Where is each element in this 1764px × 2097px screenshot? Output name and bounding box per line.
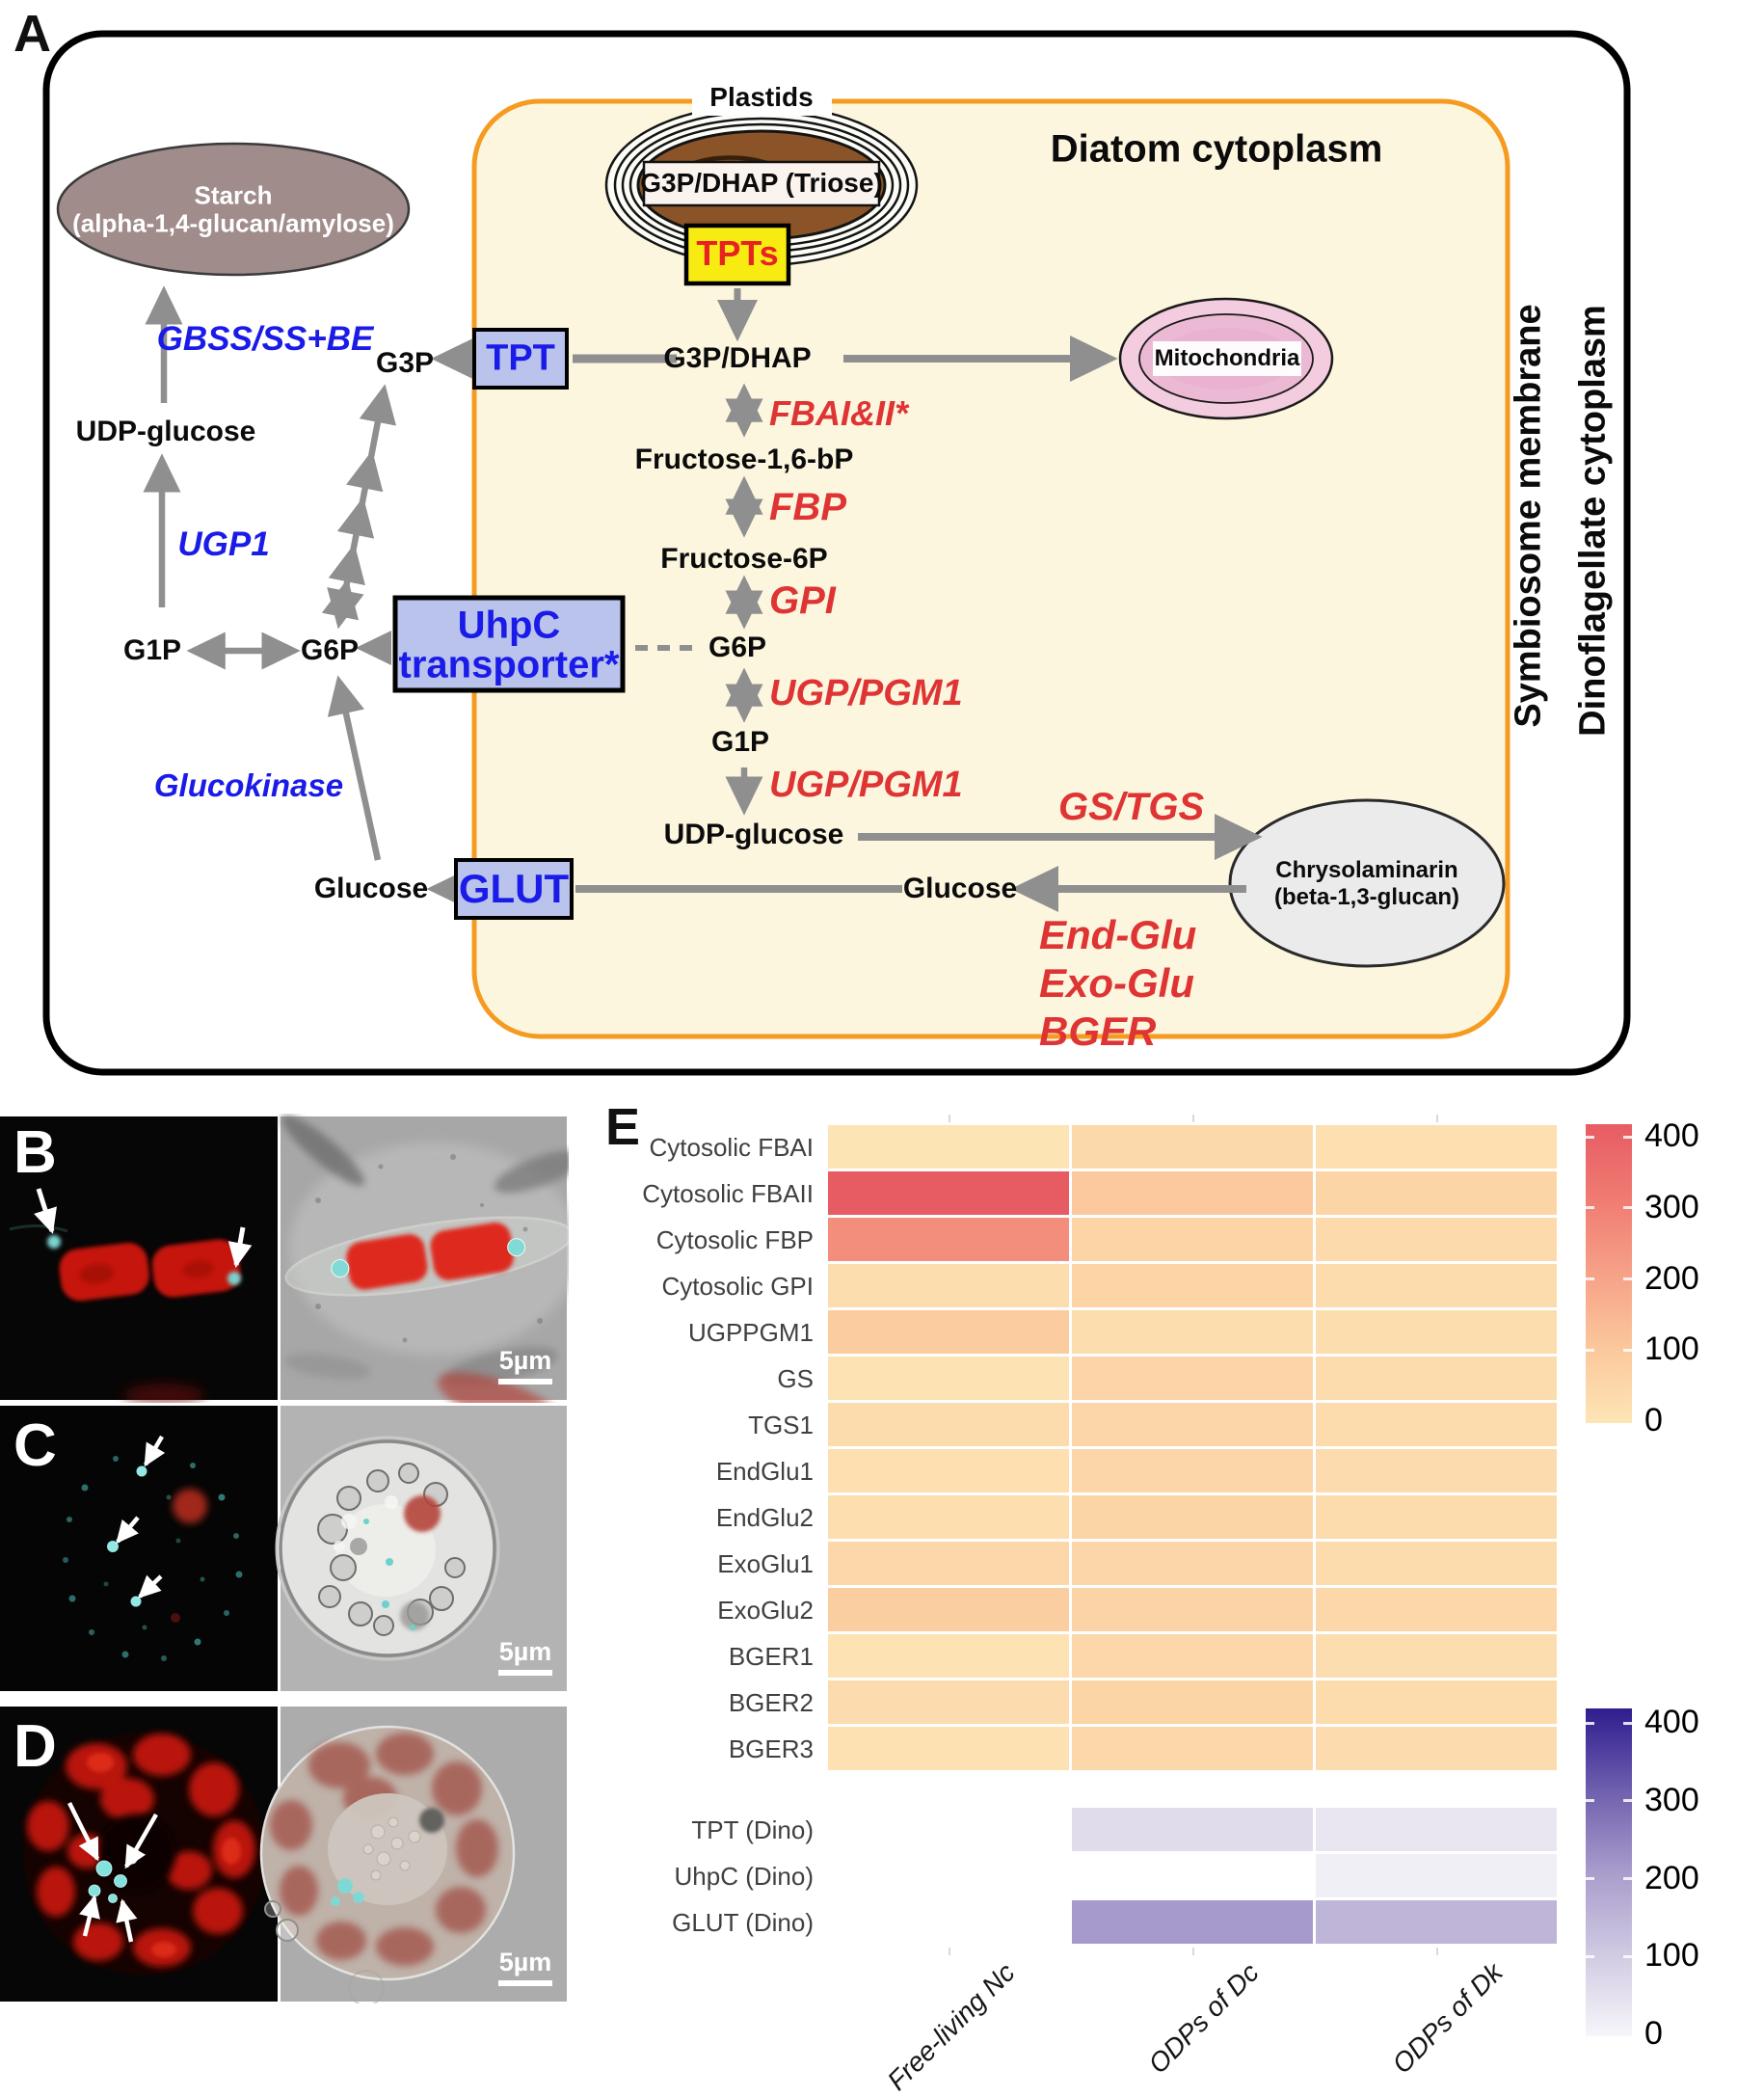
- g3p-dhap-label: G3P/DHAP: [663, 342, 811, 375]
- heatmap-cell: [1316, 1310, 1557, 1354]
- heatmap-cell: [1316, 1495, 1557, 1539]
- uhpc-label-2: transporter*: [399, 644, 620, 687]
- heatmap-cell: [1316, 1125, 1557, 1169]
- heatmap-cell: [828, 1310, 1069, 1354]
- heatmap-column-label: ODPs of Dc: [1142, 1957, 1265, 2080]
- axis-tick: [1192, 1115, 1195, 1122]
- heatmap-cell: [1072, 1449, 1313, 1492]
- colorbar-tick-label: 200: [1644, 1260, 1699, 1298]
- chrysolaminarin-label-1: Chrysolaminarin: [1275, 857, 1457, 884]
- colorbar-tick-label: 300: [1644, 1189, 1699, 1226]
- heatmap-row-label: Cytosolic FBAII: [592, 1178, 814, 1209]
- heatmap-cell: [1316, 1634, 1557, 1678]
- colorbar-tick: [1586, 1136, 1594, 1139]
- heatmap-cell: [1316, 1727, 1557, 1770]
- heatmap-cell: [1316, 1403, 1557, 1446]
- heatmap-cell: [1316, 1264, 1557, 1307]
- heatmap-row-label: Cytosolic GPI: [592, 1271, 814, 1302]
- glut-label: GLUT: [459, 866, 569, 912]
- g6p-host-label: G6P: [301, 634, 359, 667]
- colorbar-tick: [1623, 1955, 1632, 1958]
- heatmap-cell: [828, 1634, 1069, 1678]
- heatmap-row-label: ExoGlu1: [592, 1548, 814, 1579]
- colorbar-tick: [1586, 1722, 1594, 1725]
- colorbar-tick-label: 300: [1644, 1782, 1699, 1819]
- heatmap-column-label: Free-living Nc: [881, 1957, 1021, 2097]
- heatmap-column-label: ODPs of Dk: [1386, 1957, 1509, 2080]
- colorbar-tick-label: 0: [1644, 1402, 1663, 1439]
- tpts-label: TPTs: [696, 233, 778, 274]
- fructose-16bp-label: Fructose-1,6-bP: [635, 444, 854, 476]
- g6p-diatom-label: G6P: [708, 632, 766, 664]
- heatmap-cell: [1072, 1727, 1313, 1770]
- heatmap-cell: [828, 1264, 1069, 1307]
- plastids-label: Plastids: [709, 82, 813, 113]
- gs-tgs-label: GS/TGS: [1058, 786, 1204, 829]
- panel-c-scale-label: 5µm: [487, 1637, 564, 1667]
- colorbar-tick: [1623, 1206, 1632, 1209]
- udp-glucose-diatom-label: UDP-glucose: [664, 819, 844, 851]
- dinoflagellate-cytoplasm-label: Dinoflagellate cytoplasm: [1573, 305, 1615, 737]
- colorbar-tick: [1623, 1349, 1632, 1352]
- colorbar-tick: [1586, 1349, 1594, 1352]
- symbiosome-membrane-label: Symbiosome membrane: [1509, 304, 1550, 727]
- axis-tick: [949, 1115, 951, 1122]
- heatmap-row-label: Cytosolic FBAI: [592, 1132, 814, 1163]
- heatmap-cell: [1072, 1542, 1313, 1585]
- colorbar-tick-label: 100: [1644, 1331, 1699, 1368]
- heatmap-cell: [1072, 1357, 1313, 1400]
- glucokinase-label: Glucokinase: [154, 767, 343, 804]
- tpt-label: TPT: [486, 338, 555, 380]
- heatmap-cell: [1072, 1310, 1313, 1354]
- heatmap-row-label: UhpC (Dino): [592, 1861, 814, 1892]
- colorbar-tick: [1586, 1955, 1594, 1958]
- heatmap-cell: [1072, 1218, 1313, 1261]
- colorbar-tick-label: 400: [1644, 1117, 1699, 1155]
- colorbar-tick: [1586, 1206, 1594, 1209]
- starch-label-2: (alpha-1,4-glucan/amylose): [72, 209, 394, 239]
- heatmap-row-label: BGER3: [592, 1734, 814, 1764]
- heatmap-cell: [1316, 1900, 1557, 1944]
- heatmap-row-label: UGPPGM1: [592, 1317, 814, 1348]
- heatmap-cell: [828, 1403, 1069, 1446]
- g1p-host-label: G1P: [123, 634, 181, 667]
- colorbar-tick-label: 100: [1644, 1937, 1699, 1975]
- heatmap-cell: [828, 1357, 1069, 1400]
- ugp-pgm1-b-label: UGP/PGM1: [769, 765, 963, 806]
- panel-d-scale-label: 5µm: [487, 1948, 564, 1977]
- heatmap-cell: [1316, 1854, 1557, 1897]
- axis-tick: [949, 1948, 951, 1955]
- heatmap-cell: [828, 1125, 1069, 1169]
- heatmap-cell: [828, 1680, 1069, 1724]
- colorbar: [1586, 1124, 1632, 1423]
- heatmap-row-label: GLUT (Dino): [592, 1907, 814, 1938]
- heatmap-cell: [1072, 1125, 1313, 1169]
- triose-label: G3P/DHAP (Triose): [640, 168, 883, 199]
- colorbar-tick: [1586, 1277, 1594, 1280]
- gbss-label: GBSS/SS+BE: [157, 320, 374, 359]
- glucose-diatom-label: Glucose: [903, 873, 1017, 905]
- heatmap-row-label: Cytosolic FBP: [592, 1224, 814, 1255]
- heatmap-cell: [828, 1542, 1069, 1585]
- heatmap-cell: [1316, 1218, 1557, 1261]
- colorbar-tick-label: 400: [1644, 1704, 1699, 1741]
- gpi-label: GPI: [769, 579, 836, 623]
- g1p-diatom-label: G1P: [711, 726, 769, 759]
- fructose-6p-label: Fructose-6P: [660, 543, 827, 576]
- heatmap-cell: [1072, 1403, 1313, 1446]
- heatmap-cell: [828, 1495, 1069, 1539]
- heatmap-cell: [1072, 1588, 1313, 1631]
- panel-b-letter: B: [13, 1118, 57, 1187]
- heatmap-cell: [1072, 1495, 1313, 1539]
- heatmap-row-label: GS: [592, 1363, 814, 1394]
- colorbar-tick: [1623, 1799, 1632, 1802]
- colorbar-tick: [1586, 1877, 1594, 1880]
- heatmap-cell: [1072, 1171, 1313, 1215]
- panel-a-letter: A: [13, 4, 51, 64]
- heatmap-cell: [1316, 1171, 1557, 1215]
- heatmap-cell: [1316, 1449, 1557, 1492]
- chrysolaminarin-label-2: (beta-1,3-glucan): [1274, 884, 1459, 911]
- heatmap-cell: [828, 1727, 1069, 1770]
- heatmap-row-label: BGER1: [592, 1641, 814, 1672]
- glucose-host-label: Glucose: [314, 873, 428, 905]
- mitochondria-label: Mitochondria: [1155, 345, 1300, 372]
- panel-b-scale-label: 5µm: [487, 1346, 564, 1376]
- colorbar-tick-label: 200: [1644, 1860, 1699, 1897]
- exo-glu-label: Exo-Glu: [1039, 960, 1194, 1007]
- heatmap-cell: [1316, 1357, 1557, 1400]
- heatmap-cell: [828, 1449, 1069, 1492]
- heatmap-cell: [828, 1218, 1069, 1261]
- udp-glucose-host-label: UDP-glucose: [76, 416, 256, 448]
- diatom-cytoplasm-label: Diatom cytoplasm: [1051, 128, 1383, 172]
- starch-label-1: Starch: [195, 181, 273, 211]
- heatmap-cell: [1072, 1264, 1313, 1307]
- colorbar-tick: [1623, 1277, 1632, 1280]
- ugp-pgm1-a-label: UGP/PGM1: [769, 673, 963, 714]
- heatmap-cell: [1072, 1680, 1313, 1724]
- fbp-label: FBP: [769, 486, 846, 529]
- panel-e-letter: E: [605, 1097, 640, 1157]
- heatmap-cell: [1072, 1808, 1313, 1851]
- colorbar-tick: [1623, 1877, 1632, 1880]
- panel-c-letter: C: [13, 1411, 57, 1480]
- heatmap-row-label: TGS1: [592, 1410, 814, 1440]
- heatmap-row-label: TPT (Dino): [592, 1815, 814, 1845]
- heatmap-cell: [1316, 1808, 1557, 1851]
- colorbar-tick: [1586, 1799, 1594, 1802]
- bger-label: BGER: [1039, 1008, 1156, 1055]
- heatmap-cell: [828, 1588, 1069, 1631]
- g3p-host-label: G3P: [376, 347, 434, 380]
- uhpc-label-1: UhpC: [458, 605, 561, 648]
- heatmap-cell: [1316, 1588, 1557, 1631]
- heatmap-cell: [1316, 1680, 1557, 1724]
- colorbar-tick: [1623, 1722, 1632, 1725]
- axis-tick: [1192, 1948, 1195, 1955]
- heatmap-row-label: BGER2: [592, 1687, 814, 1718]
- heatmap-cell: [1072, 1634, 1313, 1678]
- end-glu-label: End-Glu: [1039, 912, 1196, 958]
- fbai-ii-label: FBAI&II*: [769, 393, 908, 434]
- panel-d-letter: D: [13, 1712, 57, 1781]
- ugp1-label: UGP1: [177, 525, 269, 564]
- heatmap-cell: [828, 1171, 1069, 1215]
- axis-tick: [1436, 1115, 1439, 1122]
- heatmap-row-label: EndGlu2: [592, 1502, 814, 1533]
- heatmap-cell: [1072, 1900, 1313, 1944]
- heatmap-row-label: EndGlu1: [592, 1456, 814, 1487]
- axis-tick: [1436, 1948, 1439, 1955]
- heatmap-row-label: ExoGlu2: [592, 1595, 814, 1626]
- colorbar: [1586, 1708, 1632, 2036]
- colorbar-tick-label: 0: [1644, 2015, 1663, 2053]
- colorbar-tick: [1623, 1136, 1632, 1139]
- heatmap-cell: [1316, 1542, 1557, 1585]
